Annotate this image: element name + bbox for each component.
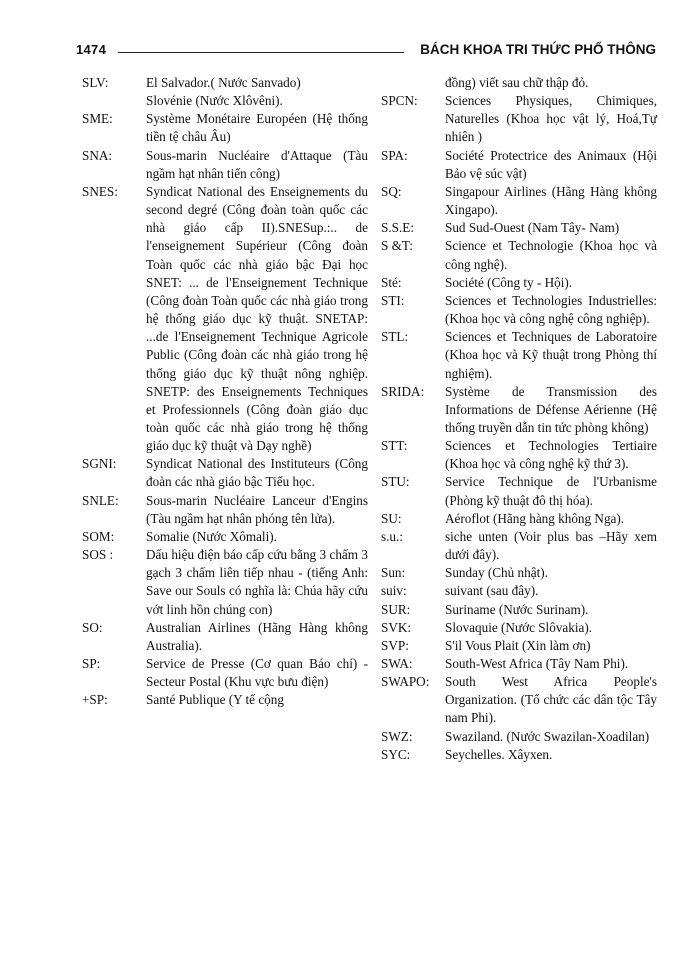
entry-definition: Service Technique de l'Urbanisme (Phòng kỹ thuật đô thị hóa). xyxy=(445,474,657,508)
glossary-entry xyxy=(381,92,657,146)
entry-definition: Santé Publique (Y tế cộng xyxy=(146,692,284,708)
entry-abbreviation: Sté: xyxy=(381,274,402,290)
entry-definition: Sciences et Technologies Industrielles: (Khoa học và công nghệ công nghiệp). xyxy=(445,292,657,327)
entry-definition: Science et Technologie (Khoa học và công nghệ). xyxy=(445,238,657,272)
glossary-entry xyxy=(381,528,657,564)
entry-abbreviation: Sun: xyxy=(381,565,406,581)
glossary-entry xyxy=(381,619,657,637)
entry-abbreviation: SNLE: xyxy=(82,492,119,508)
glossary-entry xyxy=(381,564,657,582)
page-header xyxy=(76,42,656,62)
glossary-entry xyxy=(381,292,657,328)
entry-abbreviation: +SP: xyxy=(82,692,108,708)
entry-definition: Sciences Physiques, Chimiques, Naturelles (Khoa học vật lý, Hoá,Tự nhiên ) xyxy=(445,93,657,145)
entry-abbreviation: SNES: xyxy=(82,183,118,199)
entry-abbreviation: SYC: xyxy=(381,746,411,762)
entry-definition: Somalie (Nước Xômali). xyxy=(146,528,277,544)
entry-abbreviation: SPCN: xyxy=(381,93,418,109)
entry-definition: suivant (sau đây). xyxy=(445,583,539,599)
entry-definition: Seychelles. Xâyxen. xyxy=(445,746,553,762)
glossary-entry xyxy=(82,619,368,655)
entry-abbreviation: SME: xyxy=(82,111,113,127)
entry-definition: đồng) viết sau chữ thập đỏ. xyxy=(445,75,589,90)
right-column xyxy=(381,74,657,764)
entry-abbreviation: STU: xyxy=(381,474,410,490)
entry-abbreviation: STI: xyxy=(381,292,405,308)
entry-abbreviation: s.u.: xyxy=(381,528,403,544)
entry-definition: Société (Công ty - Hội). xyxy=(445,274,573,290)
glossary-entry xyxy=(381,582,657,600)
entry-abbreviation: S &T: xyxy=(381,238,413,254)
glossary-entry xyxy=(381,147,657,183)
glossary-entry xyxy=(82,655,368,691)
entry-definition: Syndicat National des Enseignements du second degré (Công đoàn toàn quốc các nhà giáo cấp II).SNESup.:.. de l'enseignement Supérieur (Công đoàn Toàn quốc các nhà giáo bậc Đại học SNET: ... de l'Enseignement Technique (Công đoàn Toàn quốc các nhà giáo trong hệ thống giáo dục kỹ thuật. SNETAP: ...de l'Enseignement Technique Agricole Public (Công đoàn các nhà giáo trong hệ thống giáo dục kỹ thuật nông nghiệp. SNETP: des Enseignements Techniques et Professionnels (Công đoàn giáo dục toàn quốc các nhà giáo trong hệ thống giáo dục kỹ thuật và Dạy nghề) xyxy=(146,183,368,454)
entry-definition: Sciences et Techniques de Laboratoire (Khoa học và Kỹ thuật trong Phòng thí nghiệm). xyxy=(445,329,657,381)
entry-abbreviation: SRIDA: xyxy=(381,383,425,399)
entry-definition: Système Monétaire Européen (Hệ thống tiền tệ châu Âu) xyxy=(146,111,368,145)
entry-abbreviation xyxy=(82,92,146,110)
glossary-entry xyxy=(381,637,657,655)
glossary-entry xyxy=(82,492,368,528)
entry-abbreviation: SP: xyxy=(82,656,101,671)
glossary-entry xyxy=(381,383,657,437)
glossary-entry xyxy=(381,274,657,292)
entry-definition: S'il Vous Plait (Xin làm ơn) xyxy=(445,637,591,653)
entry-abbreviation: SUR: xyxy=(381,601,411,617)
entry-definition: El Salvador.( Nước Sanvado) xyxy=(146,75,301,90)
entry-abbreviation: SO: xyxy=(82,619,103,635)
glossary-entry xyxy=(381,655,657,673)
page-number: 1474 xyxy=(76,42,107,57)
entry-definition: Suriname (Nước Surinam). xyxy=(445,601,589,617)
entry-abbreviation: SWA: xyxy=(381,656,413,671)
glossary-entry xyxy=(381,328,657,382)
glossary-entry xyxy=(381,510,657,528)
glossary-entry xyxy=(381,219,657,237)
glossary-entry xyxy=(381,728,657,746)
entry-definition: Slovaquie (Nước Slôvakia). xyxy=(445,619,593,635)
glossary-entry xyxy=(381,473,657,509)
entry-definition: Dấu hiệu điện báo cấp cứu bằng 3 chấm 3 gạch 3 chấm liên tiếp nhau - (tiếng Anh: Save our Souls có nghĩa là: Chúa hãy cứu vớt linh hồn chúng con) xyxy=(146,547,368,617)
entry-abbreviation: S.S.E: xyxy=(381,220,414,236)
entry-definition: South West Africa People's Organization. (Tổ chức các dân tộc Tây nam Phi). xyxy=(445,674,657,726)
entry-definition: Sous-marin Nucléaire Lanceur d'Engins (Tàu ngầm hạt nhân phóng tên lửa). xyxy=(146,492,368,526)
entry-definition: South-West Africa (Tây Nam Phi). xyxy=(445,656,629,671)
running-title: BÁCH KHOA TRI THỨC PHỔ THÔNG xyxy=(420,42,656,57)
entry-definition: Service de Presse (Cơ quan Báo chí) - Secteur Postal (Khu vực bưu điện) xyxy=(146,656,368,690)
left-column xyxy=(82,74,368,709)
glossary-entry xyxy=(381,183,657,219)
entry-definition: Sud Sud-Ouest (Nam Tây- Nam) xyxy=(445,220,620,236)
glossary-entry xyxy=(82,691,368,709)
entry-abbreviation xyxy=(381,74,445,92)
glossary-entry xyxy=(381,74,657,92)
entry-definition: siche unten (Voir plus bas –Hãy xem dưới đây). xyxy=(445,528,657,563)
entry-definition: Syndicat National des Instituteurs (Công đoàn các nhà giáo bậc Tiểu học. xyxy=(146,456,368,490)
glossary-entry xyxy=(82,455,368,491)
glossary-entry xyxy=(82,147,368,183)
glossary-entry xyxy=(381,673,657,727)
glossary-entry xyxy=(381,237,657,273)
entry-abbreviation: SGNI: xyxy=(82,456,117,472)
glossary-entry xyxy=(82,528,368,546)
entry-definition: Sous-marin Nucléaire d'Attaque (Tàu ngầm hạt nhân tiến công) xyxy=(146,147,368,181)
entry-definition: Système de Transmission des Informations de Défense Aérienne (Hệ thống truyền dẫn tin tức phòng không) xyxy=(445,383,657,435)
entry-abbreviation: SWAPO: xyxy=(381,674,430,690)
entry-abbreviation: SPA: xyxy=(381,147,408,163)
entry-definition: Aéroflot (Hãng hàng không Nga). xyxy=(445,510,625,526)
entry-abbreviation: STT: xyxy=(381,438,408,454)
entry-abbreviation: SWZ: xyxy=(381,728,413,744)
entry-abbreviation: SNA: xyxy=(82,147,113,163)
entry-definition: Sciences et Technologies Tertiaire (Khoa học và công nghệ kỹ thứ 3). xyxy=(445,438,657,472)
header-rule xyxy=(118,52,404,53)
glossary-entry xyxy=(381,437,657,473)
entry-abbreviation: SVP: xyxy=(381,637,409,653)
glossary-entry xyxy=(381,601,657,619)
entry-abbreviation: SOM: xyxy=(82,528,115,544)
glossary-entry xyxy=(82,183,368,455)
entry-definition: Swaziland. (Nước Swazilan-Xoadilan) xyxy=(445,728,650,744)
entry-definition: Sunday (Chủ nhật). xyxy=(445,565,548,581)
entry-abbreviation: SU: xyxy=(381,510,402,526)
entry-abbreviation: SLV: xyxy=(82,75,109,90)
glossary-entry xyxy=(82,110,368,146)
glossary-entry xyxy=(82,546,368,619)
entry-definition: Australian Airlines (Hãng Hàng không Australia). xyxy=(146,619,368,653)
glossary-entry xyxy=(82,74,368,92)
entry-abbreviation: suiv: xyxy=(381,583,407,599)
entry-definition: Singapour Airlines (Hãng Hàng không Xingapo). xyxy=(445,183,657,218)
entry-definition: Slovénie (Nước Xlôvêni). xyxy=(146,93,283,109)
entry-definition: Société Protectrice des Animaux (Hội Bảo vệ súc vật) xyxy=(445,147,657,181)
entry-abbreviation: SQ: xyxy=(381,183,402,199)
glossary-entry xyxy=(381,746,657,764)
glossary-entry xyxy=(82,92,368,110)
entry-abbreviation: STL: xyxy=(381,329,409,345)
entry-abbreviation: SVK: xyxy=(381,619,412,635)
entry-abbreviation: SOS : xyxy=(82,547,114,563)
